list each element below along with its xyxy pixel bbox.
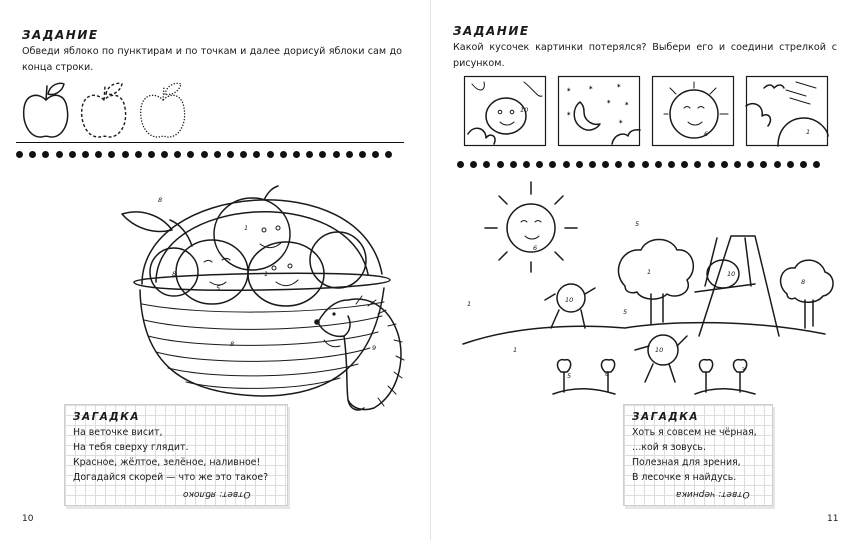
divider-dot [280,151,287,158]
svg-text:1: 1 [467,300,472,308]
svg-text:1: 1 [647,268,652,276]
divider-dot [306,151,313,158]
svg-text:6: 6 [605,370,610,378]
apple-solid-icon [20,80,72,142]
svg-text:✶: ✶ [606,98,612,106]
right-dot-divider [457,157,826,171]
divider-dot [681,161,688,168]
svg-text:10: 10 [727,270,736,278]
divider-dot [642,161,649,168]
svg-text:5: 5 [567,372,572,380]
fragment-bun-icon[interactable] [464,76,546,146]
divider-dot [628,161,635,168]
svg-text:1: 1 [264,270,269,278]
divider-dot [372,151,379,158]
divider-dot [174,151,181,158]
svg-text:8: 8 [230,340,235,348]
right-riddle-line: Хоть я совсем не чёрная, [632,427,757,438]
divider-dot [787,161,794,168]
divider-dot [602,161,609,168]
divider-dot [536,161,543,168]
divider-dot [95,151,102,158]
divider-dot [359,151,366,158]
divider-dot [135,151,142,158]
svg-text:5: 5 [216,284,221,292]
divider-dot [576,161,583,168]
divider-dot [549,161,556,168]
divider-dot [510,161,517,168]
divider-dot [813,161,820,168]
svg-text:8: 8 [172,270,177,278]
divider-dot [227,151,234,158]
divider-dot [589,161,596,168]
right-riddle-line: …кой я зовусь. [632,442,706,453]
right-task-text: Какой кусочек картинки потерялся? Выбери его и соедини стрелкой с рисунком. [453,42,837,69]
left-riddle-title: ЗАГАДКА [73,411,140,423]
divider-dot [333,151,340,158]
divider-dot [774,161,781,168]
divider-dot [122,151,129,158]
svg-text:✶: ✶ [618,118,624,126]
svg-text:6: 6 [533,244,538,252]
left-riddle-answer: Ответ: яблоко [183,489,251,499]
left-riddle-line: Догадайся скорей — что же это такое? [73,472,269,483]
left-task-text: Обведи яблоко по пунктирам и по точкам и далее дорисуй яблоки сам до конца строки. [22,46,402,73]
svg-text:1: 1 [244,224,249,232]
divider-dot [42,151,49,158]
left-riddle-line: На тебя сверху глядит. [73,442,189,453]
divider-dot [457,161,464,168]
divider-dot [69,151,76,158]
divider-dot [148,151,155,158]
svg-text:10: 10 [655,346,664,354]
fragment-moon-stars-icon[interactable] [558,76,640,146]
divider-dot [385,151,392,158]
svg-text:1: 1 [806,128,811,136]
divider-dot [29,151,36,158]
svg-text:8: 8 [158,196,163,204]
divider-dot [734,161,741,168]
divider-dot [16,151,23,158]
right-riddle-card [623,404,773,506]
divider-dot [747,161,754,168]
svg-text:✶: ✶ [588,84,594,92]
svg-text:1: 1 [513,346,518,354]
svg-text:6: 6 [704,130,709,138]
divider-dot [187,151,194,158]
svg-text:✶: ✶ [566,86,572,94]
right-page [431,0,861,540]
svg-text:8: 8 [801,278,806,286]
divider-dot [293,151,300,158]
svg-text:10: 10 [565,296,574,304]
left-writing-line [16,142,404,143]
left-task-heading: ЗАДАНИЕ [22,28,99,42]
right-riddle-answer: Ответ: черника [676,489,750,499]
divider-dot [267,151,274,158]
divider-dot [760,161,767,168]
basket-apples-hedgehog-illustration [112,164,412,424]
divider-dot [319,151,326,158]
left-riddle-line: Красное, жёлтое, зелёное, наливное! [73,457,261,468]
svg-text:9: 9 [372,344,377,352]
divider-dot [161,151,168,158]
svg-text:✶: ✶ [616,82,622,90]
svg-text:3: 3 [741,366,746,374]
left-riddle-line: На веточке висит, [73,427,163,438]
right-riddle-line: В лесочке я найдусь. [632,472,737,483]
apple-dashed-icon [78,80,130,142]
svg-text:5: 5 [623,308,628,316]
fragment-sun-icon[interactable] [652,76,734,146]
right-riddle-title: ЗАГАДКА [632,411,699,423]
divider-dot [694,161,701,168]
divider-dot [56,151,63,158]
svg-text:5: 5 [635,220,640,228]
divider-dot [214,151,221,158]
svg-text:✶: ✶ [624,100,630,108]
svg-text:10: 10 [520,106,529,114]
divider-dot [708,161,715,168]
divider-dot [470,161,477,168]
divider-dot [253,151,260,158]
left-page-number: 10 [22,514,34,524]
divider-dot [108,151,115,158]
left-riddle-card [64,404,288,506]
apple-dotted-icon [137,80,189,142]
divider-dot [615,161,622,168]
divider-dot [523,161,530,168]
divider-dot [800,161,807,168]
divider-dot [483,161,490,168]
right-riddle-line: Полезная для зрения, [632,457,741,468]
divider-dot [497,161,504,168]
park-scene-illustration [455,176,835,406]
right-page-number: 11 [827,514,839,524]
divider-dot [82,151,89,158]
divider-dot [346,151,353,158]
divider-dot [201,151,208,158]
divider-dot [563,161,570,168]
divider-dot [668,161,675,168]
fragment-bird-bun-icon[interactable] [746,76,828,146]
divider-dot [721,161,728,168]
left-dot-divider [16,147,398,161]
svg-text:✶: ✶ [566,110,572,118]
divider-dot [655,161,662,168]
right-task-heading: ЗАДАНИЕ [453,24,530,38]
divider-dot [240,151,247,158]
left-page [0,0,430,540]
